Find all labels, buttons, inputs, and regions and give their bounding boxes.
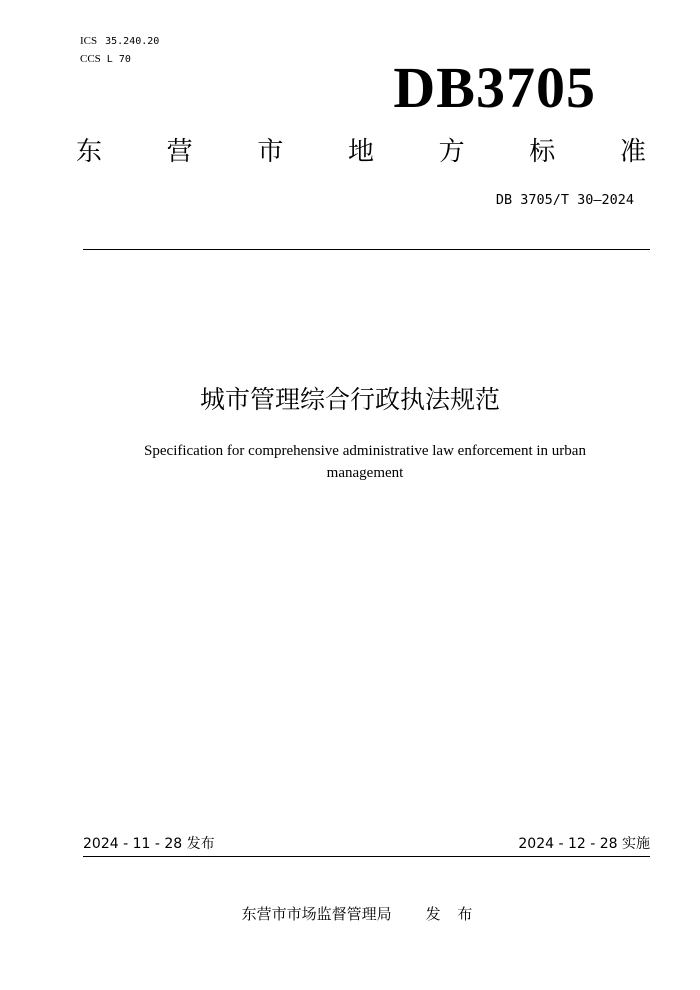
standard-kind-char: 营 <box>166 137 193 167</box>
document-title-en: Specification for comprehensive administrative law enforcement in urban management <box>144 443 586 481</box>
standard-kind-char: 方 <box>438 137 465 167</box>
issuer-line <box>0 903 700 925</box>
standard-code: DB3705 <box>393 55 596 120</box>
standard-kind <box>76 134 646 170</box>
standard-kind-char: 东 <box>76 137 103 167</box>
issuer-action: 发 布 <box>425 905 479 923</box>
ics-value: 35.240.20 <box>105 36 160 47</box>
footer-divider <box>83 856 650 857</box>
standard-kind-char: 地 <box>347 137 374 167</box>
issuer-name: 东营市市场监督管理局 <box>241 905 392 923</box>
header-divider <box>83 249 650 250</box>
ccs-line <box>80 52 131 67</box>
standard-kind-char: 市 <box>257 137 284 167</box>
ics-label: ICS <box>80 35 98 47</box>
ccs-value: L 70 <box>106 54 131 65</box>
implementation-date: 2024 - 12 - 28 实施 <box>518 836 650 852</box>
standard-kind-char: 标 <box>529 137 556 167</box>
standard-kind-char: 准 <box>619 137 646 167</box>
issue-date: 2024 - 11 - 28 发布 <box>83 836 215 852</box>
ics-line <box>80 34 159 49</box>
ccs-label: CCS <box>80 53 101 65</box>
document-title-zh: 城市管理综合行政执法规范 <box>199 385 500 414</box>
standard-number: DB 3705/T 30—2024 <box>495 192 634 208</box>
